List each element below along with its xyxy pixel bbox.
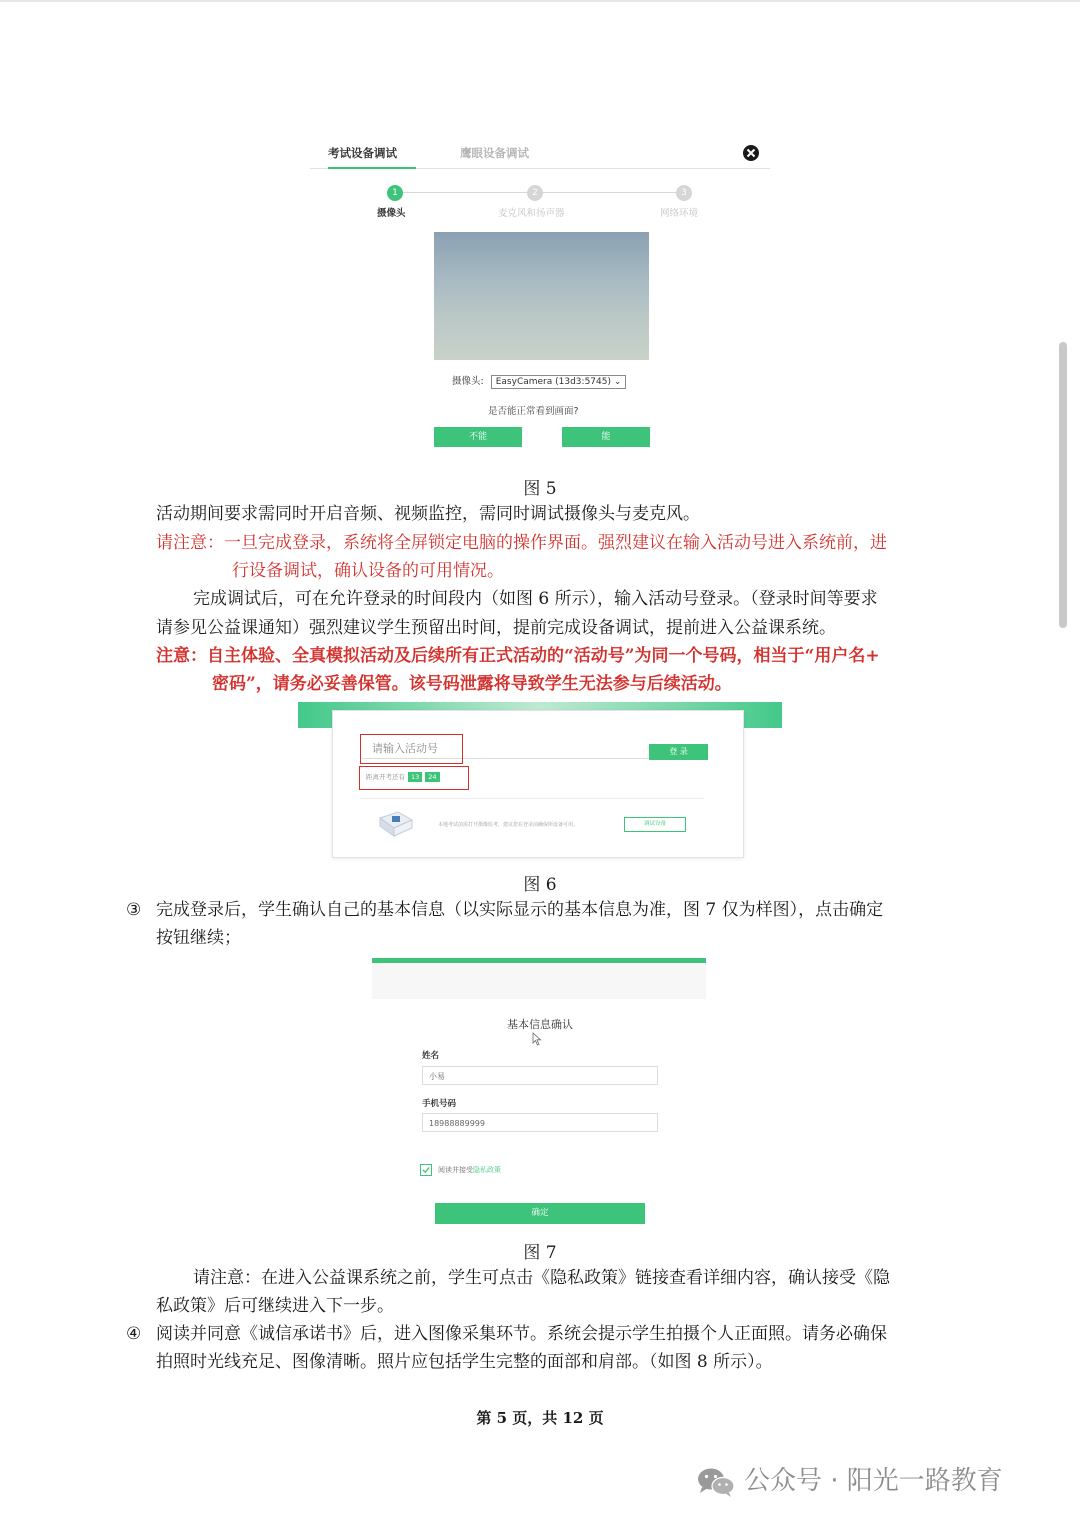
mouse-cursor-icon xyxy=(532,1032,542,1046)
countdown-chip-2: 24 xyxy=(425,772,439,782)
step-4-line1: 阅读并同意《诚信承诺书》后，进入图像采集环节。系统会提示学生拍摄个人正面照。请务必确保 xyxy=(156,1324,887,1344)
name-label: 姓名 xyxy=(422,1051,440,1061)
tab-exam-device-test[interactable]: 考试设备调试 xyxy=(328,146,397,160)
agree-text: 阅读并接受 xyxy=(438,1166,473,1174)
phone-field[interactable]: 18988889999 xyxy=(422,1113,658,1132)
watermark xyxy=(696,1461,1003,1501)
step-3-label: 网络环境 xyxy=(660,208,699,219)
camera-select[interactable] xyxy=(491,375,627,389)
privacy-policy-link[interactable]: 隐私政策 xyxy=(473,1166,501,1174)
info-confirm-title: 基本信息确认 xyxy=(507,1018,573,1031)
countdown-label: 距离开考还有 xyxy=(366,773,405,781)
figure-5-caption: 图 5 xyxy=(523,479,557,499)
step-1-indicator: 1 xyxy=(387,185,403,201)
step-4-marker: ④ xyxy=(126,1324,142,1344)
step-2-indicator: 2 xyxy=(527,185,543,201)
paragraph-login-line1: 完成调试后，可在允许登录的时间段内（如图 6 所示），输入活动号登录。（登录时间等要求 xyxy=(193,589,878,609)
device-hint: 本地考试前需打开摄像监考，建议您在登录前确保所设备可用。 xyxy=(438,822,579,828)
step-3-indicator: 3 xyxy=(676,185,692,201)
step-3-marker: ③ xyxy=(126,900,142,920)
header-area xyxy=(372,963,706,999)
name-field[interactable]: 小易 xyxy=(422,1066,658,1085)
camera-label: 摄像头: xyxy=(452,376,484,387)
device-illustration-icon xyxy=(376,808,416,838)
camera-select-value: EasyCamera (13d3:5745) xyxy=(495,377,611,387)
paragraph-login-line2: 请参见公益课通知）强烈建议学生预留出时间，提前完成设备调试，提前进入公益课系统。 xyxy=(156,618,836,638)
notice-lock-line1: 请注意：一旦完成登录，系统将全屏锁定电脑的操作界面。强烈建议在输入活动号进入系统前，进 xyxy=(156,533,887,553)
activity-number-input[interactable]: 请输入活动号 xyxy=(362,740,658,759)
figure-6-caption: 图 6 xyxy=(523,875,557,895)
chevron-down-icon: ⌄ xyxy=(613,377,622,387)
can-button[interactable]: 能 xyxy=(562,427,650,447)
wechat-icon xyxy=(696,1466,736,1498)
watermark-text: 公众号 · 阳光一路教育 xyxy=(744,1466,1003,1496)
tab-eagle-eye-device-test[interactable]: 鹰眼设备调试 xyxy=(460,146,529,160)
notice-activity-number-line2: 密码”，请务必妥善保管。该号码泄露将导致学生无法参与后续活动。 xyxy=(212,674,732,694)
camera-select-row xyxy=(452,373,626,389)
step-3-line1: 完成登录后，学生确认自己的基本信息（以实际显示的基本信息为准，图 7 仅为样图），点击确定 xyxy=(156,900,884,920)
step-4-line2: 拍照时光线充足、图像清晰。照片应包括学生完整的面部和肩部。（如图 8 所示）。 xyxy=(156,1352,773,1372)
figure-7-info-confirm xyxy=(372,958,706,1230)
figure-5-device-test xyxy=(310,135,770,455)
close-icon[interactable] xyxy=(742,144,760,162)
agree-checkbox[interactable] xyxy=(420,1164,432,1176)
test-device-button[interactable]: 调试设备 xyxy=(624,817,686,832)
phone-label: 手机号码 xyxy=(422,1099,457,1109)
figure-7-caption: 图 7 xyxy=(523,1243,557,1263)
highlight-box-input xyxy=(360,734,463,764)
login-button[interactable]: 登 录 xyxy=(649,744,708,760)
active-tab-underline xyxy=(328,167,416,169)
confirm-button[interactable]: 确定 xyxy=(435,1203,645,1224)
highlight-box-countdown xyxy=(359,766,469,790)
notice-lock-line2: 行设备调试，确认设备的可用情况。 xyxy=(232,561,504,581)
notice-privacy-line1: 请注意：在进入公益课系统之前，学生可点击《隐私政策》链接查看详细内容，确认接受《隐 xyxy=(193,1268,890,1288)
figure-6-login xyxy=(298,702,782,862)
cannot-button[interactable]: 不能 xyxy=(434,427,522,447)
camera-question: 是否能正常看到画面? xyxy=(488,406,579,417)
paragraph-av-monitor: 活动期间要求需同时开启音频、视频监控，需同时调试摄像头与麦克风。 xyxy=(156,504,700,524)
panel-divider xyxy=(360,798,704,799)
page-footer: 第 5 页，共 12 页 xyxy=(476,1409,604,1427)
notice-activity-number-line1: 注意：自主体验、全真模拟活动及后续所有正式活动的“活动号”为同一个号码，相当于“用户名+ xyxy=(156,646,880,666)
step-2-label: 麦克风和扬声器 xyxy=(498,208,565,219)
camera-preview xyxy=(434,232,649,360)
top-border xyxy=(0,0,1080,2)
agree-text-row xyxy=(438,1165,501,1175)
step-3-line2: 按钮继续； xyxy=(156,928,241,948)
countdown-chip-1: 13 xyxy=(408,772,422,782)
step-1-label: 摄像头 xyxy=(377,208,406,219)
notice-privacy-line2: 私政策》后可继续进入下一步。 xyxy=(156,1296,394,1316)
